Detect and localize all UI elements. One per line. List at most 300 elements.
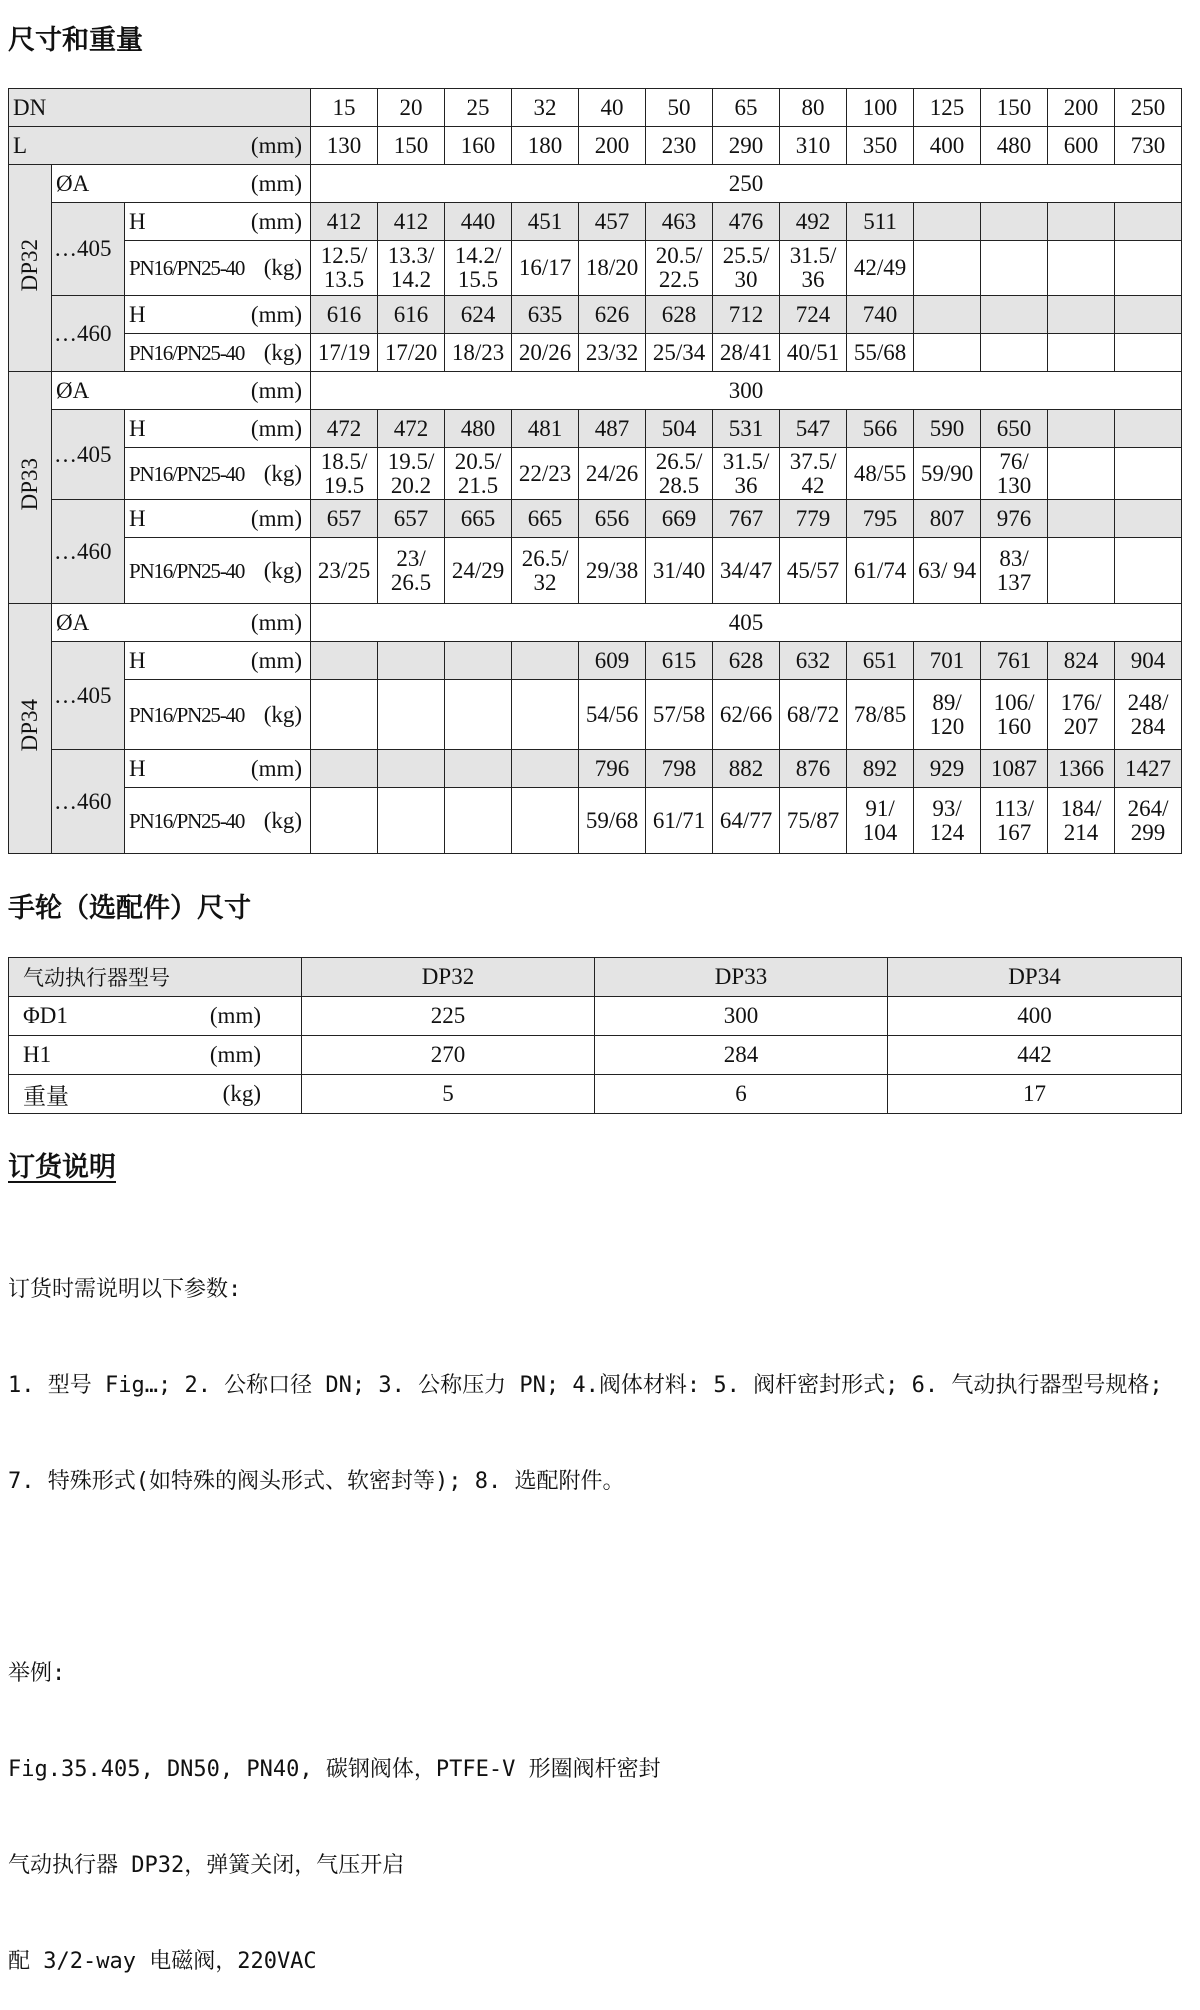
h-value: 590: [914, 410, 981, 448]
weight-value: [445, 680, 512, 750]
handwheel-value: 5: [302, 1075, 595, 1114]
weight-label-text: PN16/PN25-40: [129, 702, 245, 727]
dn-value: 50: [646, 89, 713, 127]
l-value: 290: [713, 127, 780, 165]
series-label: …405: [52, 642, 125, 750]
h-value: 624: [445, 296, 512, 334]
h-value: 761: [981, 642, 1048, 680]
weight-value: 76/ 130: [981, 448, 1048, 500]
h-value: 487: [579, 410, 646, 448]
dn-value: 125: [914, 89, 981, 127]
weight-unit: (kg): [263, 339, 303, 365]
weight-label: [125, 334, 311, 372]
h-unit: (mm): [250, 755, 303, 781]
h-label-text: H: [129, 208, 146, 234]
oa-label: [52, 165, 311, 203]
weight-value: 59/90: [914, 448, 981, 500]
handwheel-unit: (mm): [209, 1042, 261, 1067]
h-unit: (mm): [250, 301, 303, 327]
series-label: …460: [52, 296, 125, 372]
actuator-name: DP32: [17, 238, 42, 292]
weight-value: 40/51: [780, 334, 847, 372]
h-label-text: H: [129, 301, 146, 327]
handwheel-row-label: [9, 1075, 302, 1114]
oa-value: 250: [311, 165, 1182, 203]
h-value: [445, 642, 512, 680]
weight-value: 61/74: [847, 538, 914, 604]
weight-value: 57/58: [646, 680, 713, 750]
weight-value: 22/23: [512, 448, 579, 500]
dn-value: 150: [981, 89, 1048, 127]
h-value: 779: [780, 500, 847, 538]
weight-value: 31.5/ 36: [713, 448, 780, 500]
handwheel-value: 270: [302, 1036, 595, 1075]
l-value: 600: [1048, 127, 1115, 165]
h-value: [1048, 203, 1115, 241]
weight-value: 31.5/ 36: [780, 241, 847, 296]
weight-value: 54/56: [579, 680, 646, 750]
l-value: 480: [981, 127, 1048, 165]
l-value: 180: [512, 127, 579, 165]
handwheel-row: [9, 1075, 1182, 1114]
example-line-1: Fig.35.405, DN50, PN40, 碳钢阀体，PTFE-V 形圈阀杆密封: [8, 1757, 661, 1782]
h-value: 665: [512, 500, 579, 538]
h-value: 824: [1048, 642, 1115, 680]
dn-label: DN: [9, 89, 311, 127]
weight-value: 34/47: [713, 538, 780, 604]
weight-value: 62/66: [713, 680, 780, 750]
h-value: 635: [512, 296, 579, 334]
h-value: [981, 203, 1048, 241]
weight-value: 24/26: [579, 448, 646, 500]
h-label: [125, 296, 311, 334]
h-value: [512, 750, 579, 788]
weight-label-text: PN16/PN25-40: [129, 558, 245, 583]
weight-value: 24/29: [445, 538, 512, 604]
oa-label: [52, 372, 311, 410]
h-value: 626: [579, 296, 646, 334]
weight-value: 93/ 124: [914, 788, 981, 854]
h-value: 929: [914, 750, 981, 788]
h-unit: (mm): [250, 208, 303, 234]
h-value: [378, 750, 445, 788]
handwheel-label-text: H1: [23, 1042, 52, 1067]
ordering-line-1: 1. 型号 Fig…; 2. 公称口径 DN; 3. 公称压力 PN; 4.阀体材料: 5. 阀杆密封形式; 6. 气动执行器型号规格;: [8, 1373, 1163, 1398]
h-label-text: H: [129, 647, 146, 673]
weight-value: 37.5/ 42: [780, 448, 847, 500]
h-value: 481: [512, 410, 579, 448]
weight-value: [1115, 538, 1182, 604]
h-value: [1048, 410, 1115, 448]
ordering-line-2: 7. 特殊形式(如特殊的阀头形式、软密封等); 8. 选配附件。: [8, 1469, 625, 1494]
h-label: [125, 750, 311, 788]
weight-value: 20/26: [512, 334, 579, 372]
h-value: 876: [780, 750, 847, 788]
h-unit: (mm): [250, 647, 303, 673]
row-h: [9, 203, 1182, 241]
weight-value: [1048, 448, 1115, 500]
weight-label: [125, 448, 311, 500]
weight-value: 68/72: [780, 680, 847, 750]
oa-unit: (mm): [250, 170, 303, 196]
weight-value: [378, 680, 445, 750]
h-value: 451: [512, 203, 579, 241]
example-line-2: 气动执行器 DP32，弹簧关闭，气压开启: [8, 1853, 405, 1878]
h-value: 796: [579, 750, 646, 788]
oa-label-text: ØA: [56, 377, 90, 403]
weight-value: 12.5/ 13.5: [311, 241, 378, 296]
dn-value: 32: [512, 89, 579, 127]
weight-value: [981, 334, 1048, 372]
weight-value: 89/ 120: [914, 680, 981, 750]
h-value: [311, 642, 378, 680]
h-unit: (mm): [250, 415, 303, 441]
weight-value: 28/41: [713, 334, 780, 372]
dn-value: 200: [1048, 89, 1115, 127]
weight-unit: (kg): [263, 460, 303, 486]
actuator-name: DP33: [17, 458, 42, 511]
weight-value: 248/ 284: [1115, 680, 1182, 750]
h-value: 632: [780, 642, 847, 680]
row-weight: [9, 448, 1182, 500]
l-value: 310: [780, 127, 847, 165]
title-ordering: 订货说明: [8, 1152, 116, 1183]
oa-unit: (mm): [250, 377, 303, 403]
h-label-text: H: [129, 505, 146, 531]
weight-value: 17/20: [378, 334, 445, 372]
h-value: 616: [311, 296, 378, 334]
weight-value: [378, 788, 445, 854]
h-label-text: H: [129, 755, 146, 781]
weight-label: [125, 680, 311, 750]
handwheel-label-text: 重量: [23, 1083, 69, 1109]
weight-label: [125, 241, 311, 296]
weight-value: 16/17: [512, 241, 579, 296]
l-value: 130: [311, 127, 378, 165]
weight-value: 31/40: [646, 538, 713, 604]
example-line-3: 配 3/2-way 电磁阀，220VAC: [8, 1949, 317, 1974]
oa-value: 300: [311, 372, 1182, 410]
h-value: 412: [378, 203, 445, 241]
row-weight: [9, 788, 1182, 854]
weight-value: 18.5/ 19.5: [311, 448, 378, 500]
h-value: 440: [445, 203, 512, 241]
h-value: 476: [713, 203, 780, 241]
l-unit: (mm): [250, 132, 303, 158]
weight-value: [311, 788, 378, 854]
h-value: 492: [780, 203, 847, 241]
l-value: 350: [847, 127, 914, 165]
weight-value: 61/71: [646, 788, 713, 854]
h-value: 1427: [1115, 750, 1182, 788]
h-value: 1087: [981, 750, 1048, 788]
h-value: [378, 642, 445, 680]
dn-value: 65: [713, 89, 780, 127]
row-weight: [9, 334, 1182, 372]
weight-unit: (kg): [263, 807, 303, 833]
h-value: 1366: [1048, 750, 1115, 788]
h-value: [1048, 296, 1115, 334]
row-h: [9, 642, 1182, 680]
handwheel-value: 442: [888, 1036, 1182, 1075]
h-value: 412: [311, 203, 378, 241]
l-label-text: L: [13, 132, 28, 158]
h-value: 657: [378, 500, 445, 538]
h-value: 795: [847, 500, 914, 538]
handwheel-value: 400: [888, 997, 1182, 1036]
weight-value: 113/ 167: [981, 788, 1048, 854]
weight-value: 23/32: [579, 334, 646, 372]
h-label-text: H: [129, 415, 146, 441]
h-value: 892: [847, 750, 914, 788]
h-value: [1115, 500, 1182, 538]
weight-value: 18/23: [445, 334, 512, 372]
weight-value: 184/ 214: [1048, 788, 1115, 854]
weight-label-text: PN16/PN25-40: [129, 256, 245, 280]
l-label: [9, 127, 311, 165]
weight-value: 78/85: [847, 680, 914, 750]
weight-value: 55/68: [847, 334, 914, 372]
handwheel-row-label: [9, 1036, 302, 1075]
l-value: 160: [445, 127, 512, 165]
weight-value: 25/34: [646, 334, 713, 372]
ordering-intro: 订货时需说明以下参数:: [8, 1277, 242, 1302]
weight-label-text: PN16/PN25-40: [129, 808, 245, 833]
h-value: 531: [713, 410, 780, 448]
weight-value: 106/ 160: [981, 680, 1048, 750]
l-value: 730: [1115, 127, 1182, 165]
row-weight: [9, 680, 1182, 750]
weight-value: 176/ 207: [1048, 680, 1115, 750]
weight-value: 83/ 137: [981, 538, 1048, 604]
row-weight: [9, 538, 1182, 604]
l-value: 230: [646, 127, 713, 165]
row-dn: [9, 89, 1182, 127]
oa-label-text: ØA: [56, 609, 90, 635]
weight-value: 42/49: [847, 241, 914, 296]
h-value: 701: [914, 642, 981, 680]
dn-value: 15: [311, 89, 378, 127]
weight-label: [125, 538, 311, 604]
weight-value: 20.5/ 22.5: [646, 241, 713, 296]
dn-value: 100: [847, 89, 914, 127]
h-value: 472: [378, 410, 445, 448]
h-value: 566: [847, 410, 914, 448]
h-value: [1115, 296, 1182, 334]
row-oa: [9, 604, 1182, 642]
weight-unit: (kg): [263, 557, 303, 583]
h-value: 650: [981, 410, 1048, 448]
h-label: [125, 642, 311, 680]
weight-value: 264/ 299: [1115, 788, 1182, 854]
weight-label-text: PN16/PN25-40: [129, 461, 245, 486]
h-value: [311, 750, 378, 788]
h-value: 651: [847, 642, 914, 680]
h-label: [125, 410, 311, 448]
h-value: 724: [780, 296, 847, 334]
h-value: 669: [646, 500, 713, 538]
weight-value: [914, 334, 981, 372]
handwheel-value: 225: [302, 997, 595, 1036]
dn-value: 80: [780, 89, 847, 127]
weight-value: 26.5/ 28.5: [646, 448, 713, 500]
header-actuator: DP34: [888, 958, 1182, 997]
h-value: 904: [1115, 642, 1182, 680]
h-value: 609: [579, 642, 646, 680]
l-value: 200: [579, 127, 646, 165]
series-label: …405: [52, 410, 125, 500]
h-value: 463: [646, 203, 713, 241]
h-label: [125, 203, 311, 241]
weight-value: 13.3/ 14.2: [378, 241, 445, 296]
weight-label-text: PN16/PN25-40: [129, 340, 245, 365]
h-value: 480: [445, 410, 512, 448]
weight-value: [1115, 334, 1182, 372]
weight-unit: (kg): [263, 255, 303, 280]
series-label: …460: [52, 750, 125, 854]
header-actuator: DP33: [595, 958, 888, 997]
ordering-notes: [8, 1210, 1163, 2010]
h-value: 615: [646, 642, 713, 680]
weight-value: [1115, 241, 1182, 296]
h-value: [512, 642, 579, 680]
weight-unit: (kg): [263, 701, 303, 727]
weight-value: [1048, 334, 1115, 372]
row-weight: [9, 241, 1182, 296]
series-label: …405: [52, 203, 125, 296]
h-label: [125, 500, 311, 538]
weight-value: [1115, 448, 1182, 500]
handwheel-row: [9, 997, 1182, 1036]
weight-value: 64/77: [713, 788, 780, 854]
handwheel-value: 17: [888, 1075, 1182, 1114]
title-dimensions-weight: 尺寸和重量: [8, 25, 143, 56]
weight-value: [311, 680, 378, 750]
weight-value: 23/ 26.5: [378, 538, 445, 604]
weight-value: 59/68: [579, 788, 646, 854]
weight-label: [125, 788, 311, 854]
weight-value: [914, 241, 981, 296]
h-value: 628: [713, 642, 780, 680]
h-value: [1115, 203, 1182, 241]
h-value: 712: [713, 296, 780, 334]
h-value: 657: [311, 500, 378, 538]
h-value: 882: [713, 750, 780, 788]
weight-value: 18/20: [579, 241, 646, 296]
title-handwheel: 手轮（选配件）尺寸: [8, 893, 251, 924]
handwheel-unit: (kg): [222, 1081, 261, 1106]
h-value: 457: [579, 203, 646, 241]
h-value: 547: [780, 410, 847, 448]
row-l: [9, 127, 1182, 165]
weight-value: 19.5/ 20.2: [378, 448, 445, 500]
weight-value: [512, 788, 579, 854]
h-value: [1048, 500, 1115, 538]
weight-value: 75/87: [780, 788, 847, 854]
actuator-label: [9, 372, 52, 604]
dn-value: 40: [579, 89, 646, 127]
weight-value: [1048, 241, 1115, 296]
header-actuator-model: 气动执行器型号: [9, 958, 302, 997]
actuator-label: [9, 165, 52, 372]
row-h: [9, 410, 1182, 448]
h-unit: (mm): [250, 505, 303, 531]
row-h: [9, 500, 1182, 538]
h-value: [981, 296, 1048, 334]
handwheel-row-label: [9, 997, 302, 1036]
h-value: [445, 750, 512, 788]
h-value: 798: [646, 750, 713, 788]
oa-label-text: ØA: [56, 170, 90, 196]
weight-value: [512, 680, 579, 750]
weight-value: [981, 241, 1048, 296]
example-label: 举例:: [8, 1661, 66, 1686]
h-value: 976: [981, 500, 1048, 538]
h-value: 665: [445, 500, 512, 538]
oa-label: [52, 604, 311, 642]
h-value: [1115, 410, 1182, 448]
row-oa: [9, 372, 1182, 410]
weight-value: 25.5/ 30: [713, 241, 780, 296]
h-value: [914, 296, 981, 334]
weight-value: 20.5/ 21.5: [445, 448, 512, 500]
h-value: 767: [713, 500, 780, 538]
weight-value: 48/55: [847, 448, 914, 500]
h-value: 511: [847, 203, 914, 241]
actuator-label: [9, 604, 52, 854]
dn-value: 250: [1115, 89, 1182, 127]
oa-value: 405: [311, 604, 1182, 642]
weight-value: 17/19: [311, 334, 378, 372]
row-h: [9, 750, 1182, 788]
weight-value: 63/ 94: [914, 538, 981, 604]
h-value: [914, 203, 981, 241]
handwheel-value: 284: [595, 1036, 888, 1075]
dn-value: 20: [378, 89, 445, 127]
handwheel-label-text: ΦD1: [23, 1003, 68, 1028]
weight-value: [1048, 538, 1115, 604]
weight-value: 29/38: [579, 538, 646, 604]
handwheel-value: 300: [595, 997, 888, 1036]
dn-value: 25: [445, 89, 512, 127]
handwheel-value: 6: [595, 1075, 888, 1114]
l-value: 400: [914, 127, 981, 165]
weight-value: 45/57: [780, 538, 847, 604]
handwheel-table: [8, 957, 1182, 1114]
actuator-name: DP34: [17, 699, 42, 752]
handwheel-row: [9, 1036, 1182, 1075]
weight-value: [445, 788, 512, 854]
weight-value: 26.5/ 32: [512, 538, 579, 604]
h-value: 628: [646, 296, 713, 334]
row-oa: [9, 165, 1182, 203]
h-value: 616: [378, 296, 445, 334]
h-value: 656: [579, 500, 646, 538]
dimensions-weight-table: [8, 88, 1182, 854]
oa-unit: (mm): [250, 609, 303, 635]
weight-value: 23/25: [311, 538, 378, 604]
weight-value: 14.2/ 15.5: [445, 241, 512, 296]
row-h: [9, 296, 1182, 334]
h-value: 472: [311, 410, 378, 448]
weight-value: 91/ 104: [847, 788, 914, 854]
l-value: 150: [378, 127, 445, 165]
header-actuator: DP32: [302, 958, 595, 997]
h-value: 807: [914, 500, 981, 538]
series-label: …460: [52, 500, 125, 604]
h-value: 740: [847, 296, 914, 334]
handwheel-unit: (mm): [209, 1003, 261, 1028]
